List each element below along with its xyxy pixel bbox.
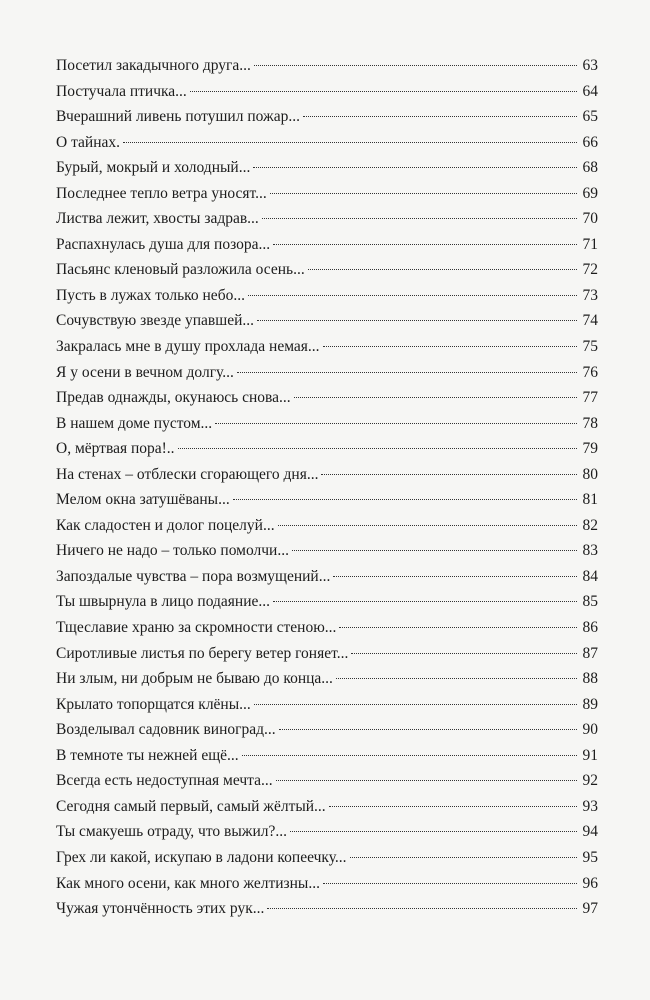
dot-leader — [323, 882, 577, 884]
toc-entry — [56, 436, 598, 462]
toc-entry — [56, 155, 598, 181]
table-of-contents — [56, 53, 598, 922]
toc-entry-title: Сочувствую звезде упавшей... — [56, 312, 254, 330]
toc-entry — [56, 308, 598, 334]
toc-entry — [56, 232, 598, 258]
toc-entry-title: Возделывал садовник виноград... — [56, 721, 276, 739]
dot-leader — [215, 422, 577, 424]
toc-entry-page-number: 65 — [582, 108, 598, 126]
toc-entry-title: Мелом окна затушёваны... — [56, 491, 230, 509]
toc-entry-page-number: 87 — [582, 644, 598, 662]
toc-entry — [56, 104, 598, 130]
toc-entry-title: В нашем доме пустом... — [56, 414, 213, 432]
toc-entry-page-number: 70 — [582, 210, 598, 228]
toc-entry — [56, 79, 598, 105]
toc-entry-title: Постучала птичка... — [56, 82, 187, 100]
dot-leader — [279, 728, 577, 730]
toc-entry-page-number: 75 — [582, 338, 598, 356]
toc-entry-title: Грех ли какой, искупаю в ладони копеечку... — [56, 848, 347, 866]
toc-entry-page-number: 74 — [582, 312, 598, 330]
dot-leader — [123, 141, 577, 143]
toc-entry-title: Ты швырнула в лицо подаяние... — [56, 593, 270, 611]
toc-entry-title: Листва лежит, хвосты задрав... — [56, 210, 259, 228]
toc-entry-title: Я у осени в вечном долгу... — [56, 363, 234, 381]
toc-entry-page-number: 92 — [582, 772, 598, 790]
toc-entry-title: Чужая утончённость этих рук... — [56, 900, 265, 918]
dot-leader — [290, 830, 577, 832]
toc-entry-page-number: 85 — [582, 593, 598, 611]
toc-entry-title: Ничего не надо – только помолчи... — [56, 542, 289, 560]
dot-leader — [276, 779, 577, 781]
toc-entry-page-number: 63 — [582, 57, 598, 74]
dot-leader — [333, 575, 577, 577]
toc-entry-page-number: 81 — [582, 491, 598, 509]
toc-entry-title: Последнее тепло ветра уносят... — [56, 184, 267, 202]
dot-leader — [190, 90, 577, 92]
toc-entry-title: На стенах – отблески сгорающего дня... — [56, 465, 319, 483]
dot-leader — [273, 600, 577, 602]
toc-entry-page-number: 83 — [582, 542, 598, 560]
toc-entry-page-number: 72 — [582, 261, 598, 279]
toc-entry — [56, 717, 598, 743]
toc-entry — [56, 538, 598, 564]
toc-entry — [56, 768, 598, 794]
toc-entry-title: Ты смакуешь отраду, что выжил?... — [56, 823, 288, 841]
toc-entry-page-number: 97 — [582, 900, 598, 918]
toc-entry-title: Посетил закадычного друга... — [56, 57, 251, 74]
toc-entry-page-number: 76 — [582, 363, 598, 381]
toc-entry-page-number: 69 — [582, 184, 598, 202]
toc-entry-title: Запоздалые чувства – пора возмущений... — [56, 567, 331, 585]
dot-leader — [303, 115, 577, 117]
toc-entry-title: Бурый, мокрый и холодный... — [56, 159, 251, 177]
dot-leader — [242, 754, 577, 756]
toc-entry — [56, 845, 598, 871]
dot-leader — [351, 652, 577, 654]
toc-entry — [56, 743, 598, 769]
toc-entry-page-number: 84 — [582, 567, 598, 585]
dot-leader — [257, 319, 577, 321]
toc-entry-title: Как сладостен и долог поцелуй... — [56, 516, 275, 534]
toc-entry-page-number: 68 — [582, 159, 598, 177]
toc-entry — [56, 641, 598, 667]
dot-leader — [350, 856, 577, 858]
toc-entry-page-number: 82 — [582, 516, 598, 534]
toc-entry-title: Пасьянс кленовый разложила осень... — [56, 261, 305, 279]
toc-entry-page-number: 80 — [582, 465, 598, 483]
toc-entry-page-number: 71 — [582, 235, 598, 253]
toc-entry-page-number: 95 — [582, 848, 598, 866]
toc-entry-page-number: 91 — [582, 746, 598, 764]
toc-entry — [56, 615, 598, 641]
toc-entry — [56, 513, 598, 539]
toc-entry-title: В темноте ты нежней ещё... — [56, 746, 239, 764]
toc-entry — [56, 896, 598, 922]
toc-entry-page-number: 88 — [582, 670, 598, 688]
toc-entry-page-number: 78 — [582, 414, 598, 432]
toc-entry-page-number: 86 — [582, 619, 598, 637]
toc-entry-title: Распахнулась душа для позора... — [56, 235, 271, 253]
toc-entry-title: Крылато топорщатся клёны... — [56, 695, 251, 713]
dot-leader — [254, 64, 577, 66]
toc-entry — [56, 666, 598, 692]
toc-entry — [56, 53, 598, 79]
dot-leader — [253, 166, 577, 168]
toc-entry-title: Тщеславие храню за скромности стеною... — [56, 619, 337, 637]
toc-entry — [56, 206, 598, 232]
dot-leader — [278, 524, 577, 526]
toc-entry — [56, 462, 598, 488]
toc-entry — [56, 589, 598, 615]
toc-entry — [56, 819, 598, 845]
toc-entry — [56, 692, 598, 718]
dot-leader — [262, 217, 577, 219]
toc-entry — [56, 283, 598, 309]
toc-entry-page-number: 89 — [582, 695, 598, 713]
toc-entry — [56, 130, 598, 156]
toc-entry — [56, 181, 598, 207]
dot-leader — [254, 703, 577, 705]
toc-entry-title: Пусть в лужах только небо... — [56, 286, 245, 304]
toc-entry-title: Ни злым, ни добрым не бываю до конца... — [56, 670, 333, 688]
dot-leader — [267, 907, 577, 909]
dot-leader — [273, 243, 577, 245]
toc-entry-title: О тайнах. — [56, 133, 121, 151]
toc-entry — [56, 334, 598, 360]
toc-entry — [56, 257, 598, 283]
dot-leader — [178, 447, 577, 449]
dot-leader — [336, 677, 577, 679]
toc-entry-title: О, мёртвая пора!.. — [56, 440, 175, 458]
toc-entry — [56, 487, 598, 513]
toc-entry — [56, 385, 598, 411]
toc-entry-page-number: 79 — [582, 440, 598, 458]
toc-entry-title: Как много осени, как много желтизны... — [56, 874, 320, 892]
dot-leader — [339, 626, 577, 628]
dot-leader — [329, 805, 577, 807]
toc-entry-page-number: 64 — [582, 82, 598, 100]
dot-leader — [308, 268, 577, 270]
dot-leader — [294, 396, 577, 398]
toc-entry-page-number: 66 — [582, 133, 598, 151]
dot-leader — [270, 192, 577, 194]
toc-entry-page-number: 90 — [582, 721, 598, 739]
toc-entry-title: Всегда есть недоступная мечта... — [56, 772, 273, 790]
toc-entry-title: Сиротливые листья по берегу ветер гоняет... — [56, 644, 349, 662]
toc-entry — [56, 564, 598, 590]
toc-entry — [56, 411, 598, 437]
toc-entry-title: Сегодня самый первый, самый жёлтый... — [56, 797, 326, 815]
toc-entry — [56, 360, 598, 386]
dot-leader — [323, 345, 577, 347]
toc-entry — [56, 871, 598, 897]
toc-entry-page-number: 96 — [582, 874, 598, 892]
dot-leader — [292, 549, 577, 551]
toc-entry-page-number: 94 — [582, 823, 598, 841]
toc-entry — [56, 794, 598, 820]
dot-leader — [321, 473, 577, 475]
dot-leader — [233, 498, 577, 500]
toc-entry-page-number: 77 — [582, 389, 598, 407]
dot-leader — [248, 294, 577, 296]
toc-entry-page-number: 73 — [582, 286, 598, 304]
toc-entry-title: Вчерашний ливень потушил пожар... — [56, 108, 300, 126]
toc-entry-page-number: 93 — [582, 797, 598, 815]
toc-entry-title: Закралась мне в душу прохлада немая... — [56, 338, 320, 356]
dot-leader — [237, 371, 577, 373]
toc-entry-title: Предав однажды, окунаюсь снова... — [56, 389, 291, 407]
